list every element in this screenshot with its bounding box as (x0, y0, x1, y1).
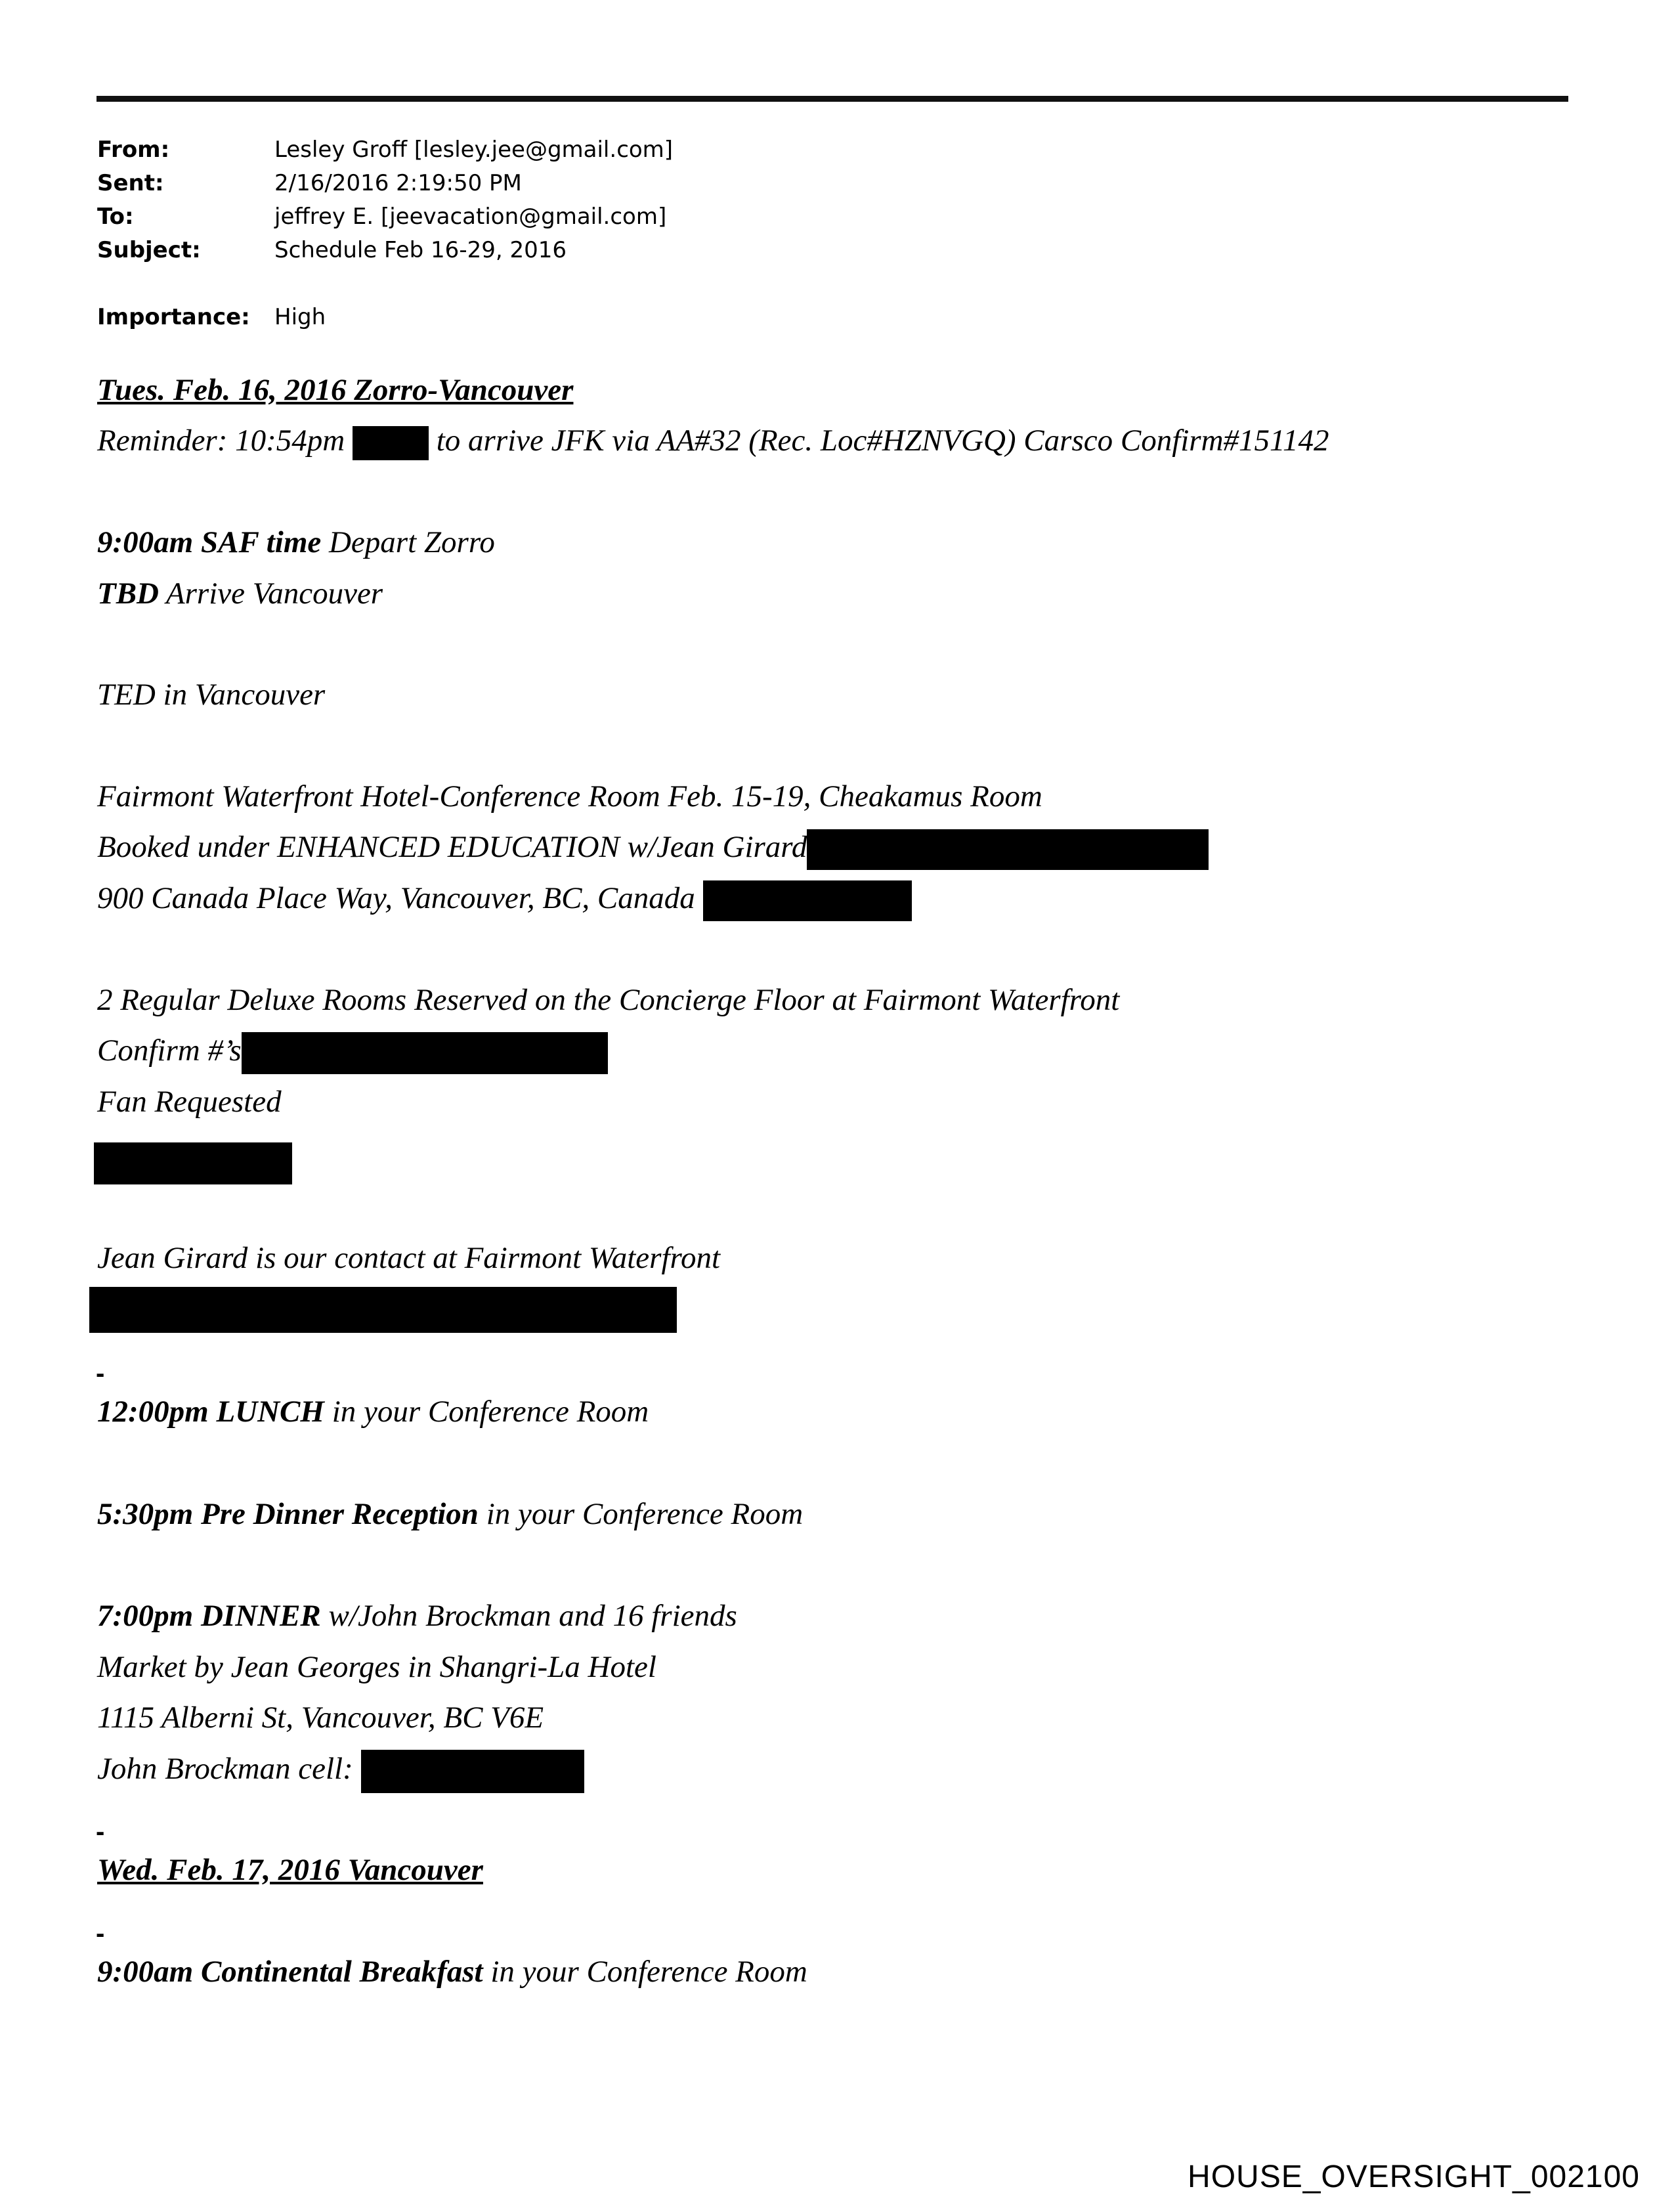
redaction-box (807, 829, 1209, 870)
reception-line: 5:30pm Pre Dinner Reception in your Conference Room (97, 1497, 804, 1531)
to-value: jeffrey E. [jeevacation@gmail.com] (274, 204, 667, 230)
reminder-line: Reminder: 10:54pm to arrive JFK via AA#32 (Rec. Loc#HZNVGQ) Carsco Confirm#151142 (97, 422, 1329, 460)
contact-line: Jean Girard is our contact at Fairmont Waterfront (97, 1241, 721, 1275)
day1-heading: Tues. Feb. 16, 2016 Zorro-Vancouver (97, 373, 574, 407)
depart-line: 9:00am SAF time Depart Zorro (97, 525, 495, 559)
dinner-line: 7:00pm DINNER w/John Brockman and 16 friends (97, 1599, 737, 1633)
redaction-box (89, 1287, 677, 1333)
confirm-line: Confirm #’s (97, 1032, 608, 1074)
arrive-line: TBD Arrive Vancouver (97, 576, 383, 611)
separator-dash: - (96, 1919, 105, 1948)
sent-label: Sent: (97, 170, 164, 196)
redaction-box (703, 880, 912, 921)
lunch-line: 12:00pm LUNCH in your Conference Room (97, 1395, 649, 1429)
rooms-line: 2 Regular Deluxe Rooms Reserved on the Concierge Floor at Fairmont Waterfront (97, 983, 1120, 1017)
importance-value: High (274, 304, 326, 330)
separator-dash: - (96, 1817, 105, 1846)
brockman-cell-line: John Brockman cell: (97, 1750, 584, 1793)
from-label: From: (97, 137, 170, 163)
fan-line: Fan Requested (97, 1085, 282, 1119)
redaction-box (242, 1032, 608, 1074)
redaction-box (353, 426, 429, 460)
ted-line: TED in Vancouver (97, 678, 326, 712)
sent-value: 2/16/2016 2:19:50 PM (274, 170, 522, 196)
subject-label: Subject: (97, 237, 201, 263)
separator-dash: - (96, 1359, 105, 1388)
from-value: Lesley Groff [lesley.jee@gmail.com] (274, 137, 674, 163)
market-line: Market by Jean Georges in Shangri-La Hotel (97, 1650, 656, 1684)
hotel-line: Fairmont Waterfront Hotel-Conference Room Feb. 15-19, Cheakamus Room (97, 779, 1042, 813)
header-rule (97, 96, 1568, 102)
booked-line: Booked under ENHANCED EDUCATION w/Jean Girard (97, 829, 1209, 870)
redaction-box (361, 1750, 584, 1793)
subject-value: Schedule Feb 16-29, 2016 (274, 237, 567, 263)
breakfast-line: 9:00am Continental Breakfast in your Conference Room (97, 1955, 807, 1989)
alberni-line: 1115 Alberni St, Vancouver, BC V6E (97, 1701, 544, 1735)
bates-number: HOUSE_OVERSIGHT_002100 (1188, 2159, 1640, 2194)
importance-label: Importance: (97, 304, 250, 330)
redaction-box (94, 1142, 292, 1184)
to-label: To: (97, 204, 134, 230)
day2-heading: Wed. Feb. 17, 2016 Vancouver (97, 1853, 483, 1887)
address-line: 900 Canada Place Way, Vancouver, BC, Canada (97, 880, 912, 921)
